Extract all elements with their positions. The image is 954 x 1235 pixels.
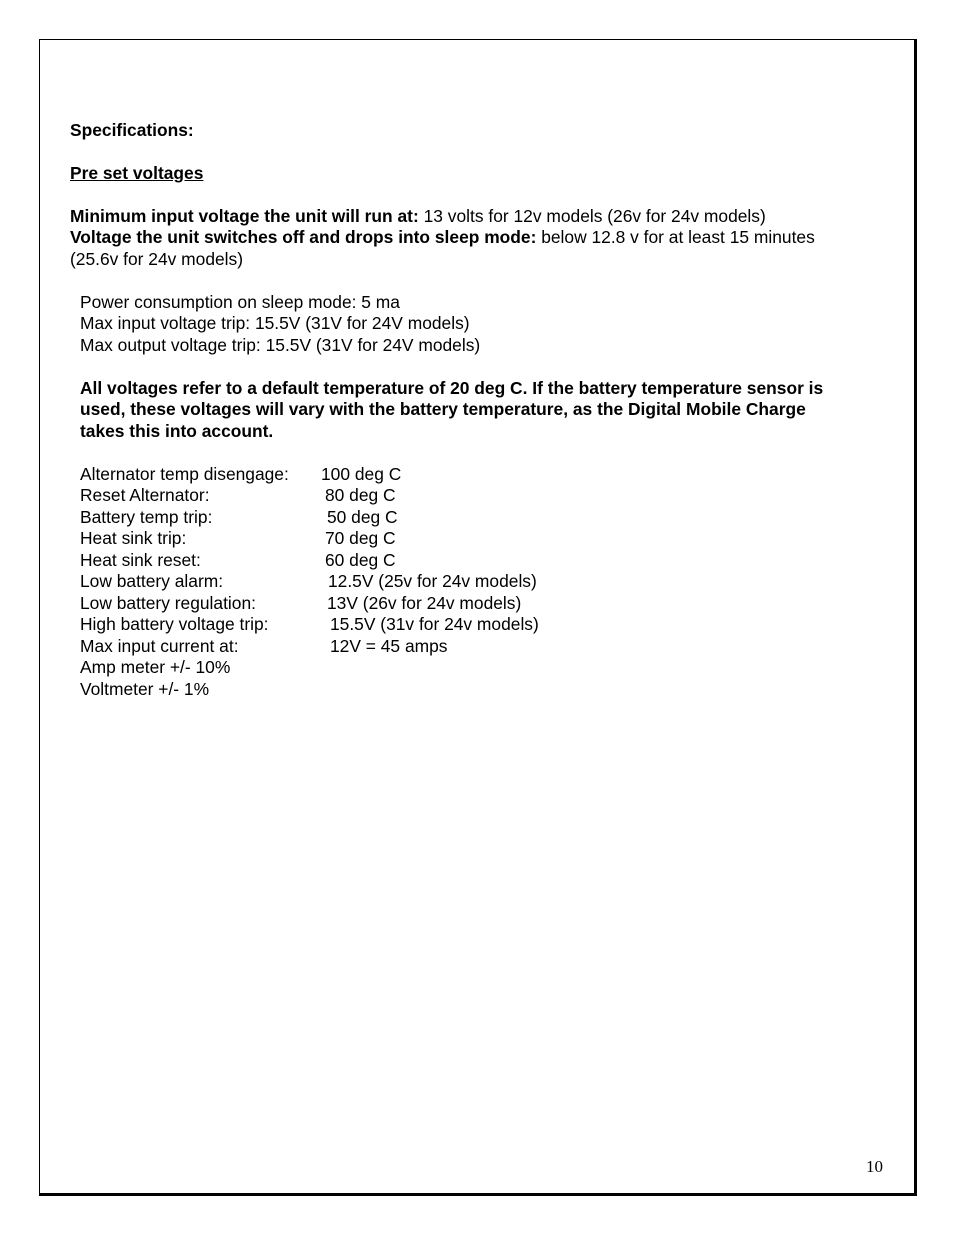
spec-label: Heat sink reset: — [80, 550, 201, 570]
spec-value: 12.5V (25v for 24v models) — [328, 571, 537, 591]
spec-value: 60 deg C — [325, 550, 396, 570]
meter-accuracy-line: Amp meter +/- 10% — [80, 657, 231, 677]
spec-value: 100 deg C — [321, 464, 402, 484]
spec-value: 13V (26v for 24v models) — [327, 593, 522, 613]
spec-label: Alternator temp disengage: — [80, 464, 289, 484]
temperature-note-line: used, these voltages will vary with the battery temperature, as the Digital Mobile Charge — [80, 399, 806, 419]
spec-value: 50 deg C — [327, 507, 398, 527]
sleep-mode-continuation: (25.6v for 24v models) — [70, 249, 244, 269]
meter-accuracy-line: Voltmeter +/- 1% — [80, 679, 210, 699]
sleep-mode-line — [70, 227, 815, 249]
spec-label: Max input current at: — [80, 636, 239, 656]
trip-line: Max input voltage trip: 15.5V (31V for 24V models) — [80, 313, 470, 333]
sleep-mode-label: Voltage the unit switches off and drops into sleep mode: — [70, 227, 537, 247]
min-input-line — [70, 206, 766, 228]
subsection-heading: Pre set voltages — [70, 163, 204, 183]
spec-label: Low battery alarm: — [80, 571, 224, 591]
sleep-mode-value: below 12.8 v for at least 15 minutes — [536, 227, 815, 247]
min-input-value: 13 volts for 12v models (26v for 24v models) — [418, 206, 766, 226]
spec-label: Reset Alternator: — [80, 485, 210, 505]
spec-label: Heat sink trip: — [80, 528, 187, 548]
page-number: 10 — [866, 1157, 883, 1176]
trip-line: Max output voltage trip: 15.5V (31V for 24V models) — [80, 335, 481, 355]
spec-value: 15.5V (31v for 24v models) — [330, 614, 539, 634]
temperature-note-line: takes this into account. — [80, 421, 274, 441]
spec-value: 80 deg C — [325, 485, 396, 505]
spec-value: 12V = 45 amps — [330, 636, 448, 656]
temperature-note-line: All voltages refer to a default temperature of 20 deg C. If the battery temperature sensor is — [80, 378, 824, 398]
section-heading: Specifications: — [70, 120, 194, 140]
min-input-label: Minimum input voltage the unit will run at: — [70, 206, 419, 226]
spec-value: 70 deg C — [325, 528, 396, 548]
spec-label: Low battery regulation: — [80, 593, 256, 613]
spec-label: High battery voltage trip: — [80, 614, 269, 634]
trip-line: Power consumption on sleep mode: 5 ma — [80, 292, 400, 312]
spec-label: Battery temp trip: — [80, 507, 213, 527]
